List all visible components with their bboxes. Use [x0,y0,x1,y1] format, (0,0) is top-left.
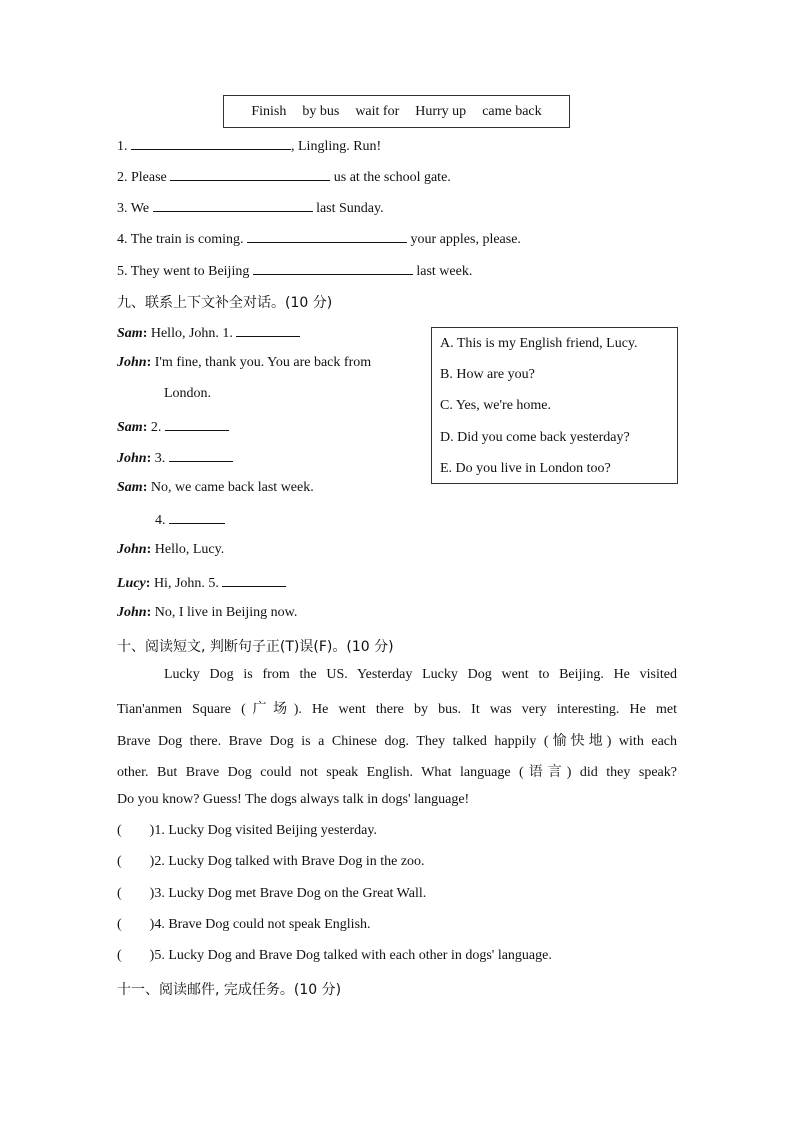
word-bank-box [223,95,570,128]
option-item: C. Yes, we're home. [440,398,552,413]
section-10-title: 十、阅读短文, 判断句子正(T)误(F)。(10 分) [117,639,394,655]
speaker-name: John [117,542,147,557]
dialogue-line: John: No, I live in Beijing now. [117,605,298,620]
judgement-statement[interactable]: ( )1. Lucky Dog visited Beijing yesterday. [117,823,377,838]
speaker-name: John [117,451,147,466]
passage-line: other. But Brave Dog could not speak English. What language (语言) did they speak? [117,765,677,780]
answer-blank[interactable] [247,230,407,243]
fill-in-item-5: 5. They went to Beijing last week. [117,264,473,279]
dialogue-line: Sam: Hello, John. 1. [117,324,300,342]
word-bank-item: came back [482,103,542,119]
section-11-title: 十一、阅读邮件, 完成任务。(10 分) [117,982,342,998]
speaker-name: Sam [117,480,143,495]
speaker-name: Lucy [117,576,146,591]
word-bank-item: by bus [302,103,340,119]
fill-in-item-3: 3. We last Sunday. [117,201,384,216]
judgement-statement[interactable]: ( )2. Lucky Dog talked with Brave Dog in the zoo. [117,854,425,869]
speaker-name: Sam [117,326,143,341]
dialogue-line: Sam: 2. [117,418,229,436]
passage-line: Do you know? Guess! The dogs always talk in dogs' language! [117,792,470,807]
speaker-name: John [117,355,147,370]
answer-blank[interactable] [169,449,233,462]
dialogue-line: London. [164,386,212,401]
dialogue-options-box [431,327,678,484]
option-item: B. How are you? [440,367,535,382]
fill-in-item-2: 2. Please us at the school gate. [117,170,451,185]
answer-blank[interactable] [169,511,225,524]
answer-blank[interactable] [236,324,300,337]
judgement-statement[interactable]: ( )4. Brave Dog could not speak English. [117,917,371,932]
passage-line: Tian'anmen Square (广场). He went there by bus. It was very interesting. He met [117,702,677,717]
dialogue-line: 4. [155,511,225,529]
answer-blank[interactable] [253,262,413,275]
answer-blank[interactable] [153,199,313,212]
answer-blank[interactable] [222,574,286,587]
word-bank-item: Finish [251,103,287,119]
fill-in-item-4: 4. The train is coming. your apples, please. [117,232,521,247]
judgement-statement[interactable]: ( )5. Lucky Dog and Brave Dog talked with each other in dogs' language. [117,948,552,963]
option-item: D. Did you come back yesterday? [440,430,630,445]
passage-line: Brave Dog there. Brave Dog is a Chinese dog. They talked happily (愉快地) with each [117,734,677,749]
dialogue-line: Sam: No, we came back last week. [117,480,314,495]
dialogue-line: John: 3. [117,449,233,467]
speaker-name: Sam [117,420,143,435]
dialogue-line: John: Hello, Lucy. [117,542,225,557]
judgement-statement[interactable]: ( )3. Lucky Dog met Brave Dog on the Great Wall. [117,886,427,901]
speaker-name: John [117,605,147,620]
passage-line: Lucky Dog is from the US. Yesterday Lucky Dog went to Beijing. He visited [164,667,677,682]
option-item: A. This is my English friend, Lucy. [440,336,638,351]
answer-blank[interactable] [170,168,330,181]
option-item: E. Do you live in London too? [440,461,611,476]
fill-in-item-1: 1. , Lingling. Run! [117,139,382,154]
dialogue-line: Lucy: Hi, John. 5. [117,574,286,592]
word-bank-item: wait for [355,103,400,119]
answer-blank[interactable] [165,418,229,431]
answer-blank[interactable] [131,137,291,150]
word-bank-item: Hurry up [415,103,467,119]
dialogue-line: John: I'm fine, thank you. You are back from [117,355,372,370]
section-9-title: 九、联系上下文补全对话。(10 分) [117,295,333,311]
